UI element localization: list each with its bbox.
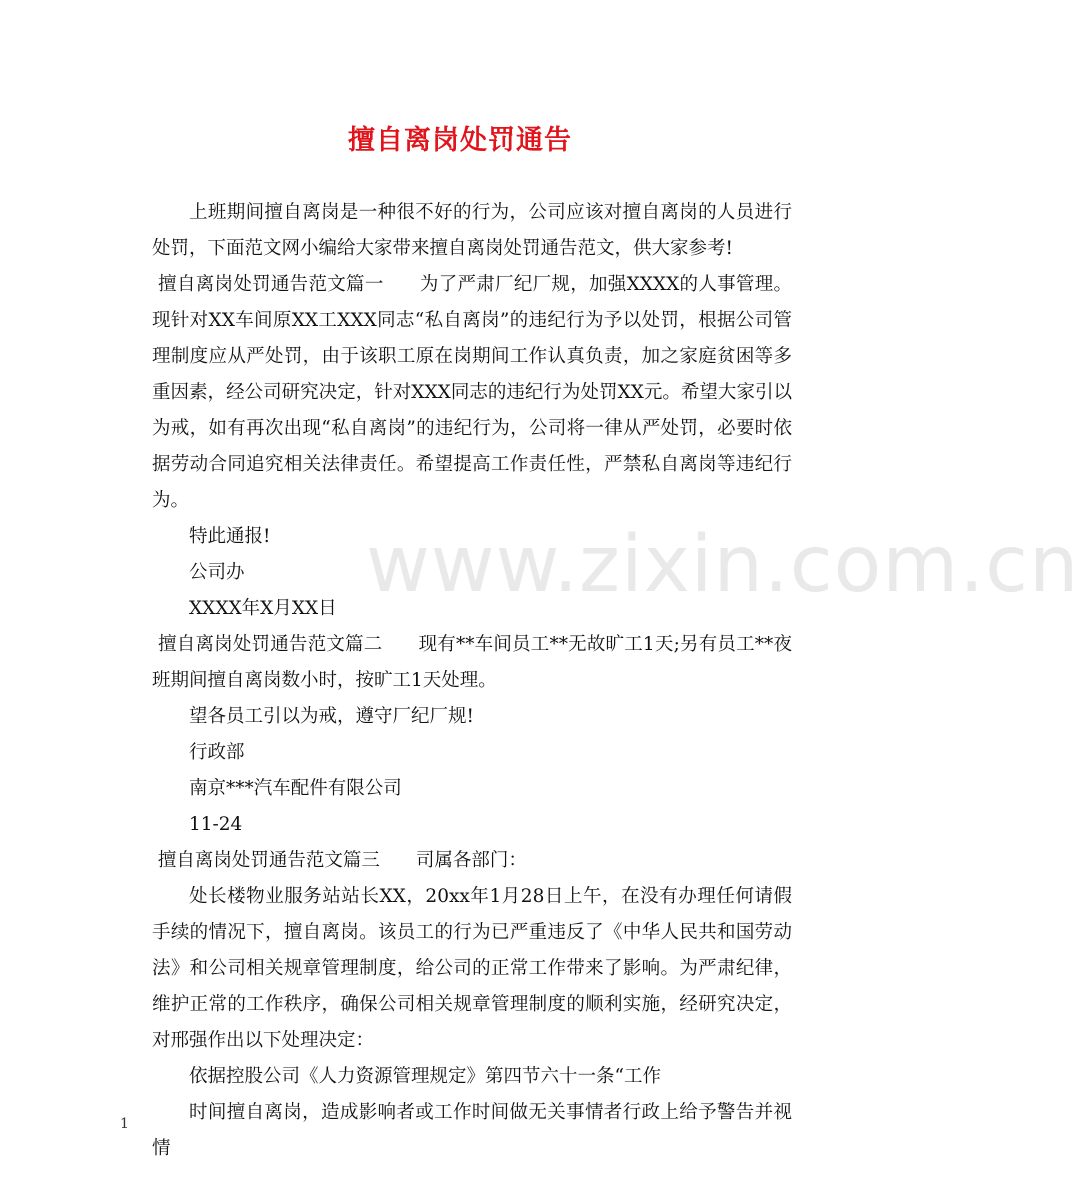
section-three-paragraph (152, 843, 792, 879)
section-two-paragraph (152, 627, 792, 699)
page-number: 1 (120, 1116, 129, 1132)
date-line: XXXX年X月XX日 (189, 598, 337, 619)
section-one-paragraph (152, 267, 792, 519)
company-line: 南京***汽车配件有限公司 (189, 778, 402, 799)
warning-line: 望各员工引以为戒，遵守厂纪厂规! (189, 706, 474, 727)
section-two-text: 现有**车间员工**无故旷工1天;另有员工**夜班期间擅自离岗数小时，按旷工1天处理。 (152, 634, 792, 691)
notice-line: 特此通报! (189, 526, 271, 547)
regulation-line: 依据控股公司《人力资源管理规定》第四节六十一条“工作 (189, 1066, 661, 1087)
regulation-continued: 时间擅自离岗，造成影响者或工作时间做无关事情者行政上给予警告并视情 (152, 1102, 792, 1159)
section-three-body: 处长楼物业服务站站长XX，20xx年1月28日上午，在没有办理任何请假手续的情况下，擅自离岗。该员工的行为已严重违反了《中华人民共和国劳动法》和公司相关规章管理制度，给公司的正常工作带来了影响。为严肃纪律，维护正常的工作秩序，确保公司相关规章管理制度的顺利实施，经研究决定，对邢强作出以下处理决定： (152, 886, 792, 1051)
watermark: www.zixin.com.cn (366, 520, 1079, 610)
document-body (152, 195, 792, 1167)
page-title: 擅自离岗处罚通告 (348, 125, 572, 156)
date-line-two: 11-24 (189, 814, 243, 835)
department-line: 行政部 (189, 742, 245, 763)
section-one-text: 为了严肃厂纪厂规，加强XXXX的人事管理。现针对XX车间原XX工XXX同志“私自离岗”的违纪行为予以处罚，根据公司管理制度应从严处罚，由于该职工原在岗期间工作认真负责，加之家庭贫困等多重因素，经公司研究决定，针对XXX同志的违纪行为处罚XX元。希望大家引以为戒，如有再次出现“私自离岗”的违纪行为，公司将一律从严处罚，必要时依据劳动合同追究相关法律责任。希望提高工作责任性，严禁私自离岗等违纪行为。 (152, 274, 792, 511)
intro-paragraph: 上班期间擅自离岗是一种很不好的行为，公司应该对擅自离岗的人员进行处罚，下面范文网小编给大家带来擅自离岗处罚通告范文，供大家参考! (152, 202, 792, 259)
section-three-heading: 擅自离岗处罚通告范文篇三 (157, 850, 380, 871)
section-one-heading: 擅自离岗处罚通告范文篇一 (158, 274, 384, 295)
issuer-line: 公司办 (189, 562, 245, 583)
section-two-heading: 擅自离岗处罚通告范文篇二 (158, 634, 383, 655)
section-three-recipient: 司属各部门： (415, 850, 527, 871)
